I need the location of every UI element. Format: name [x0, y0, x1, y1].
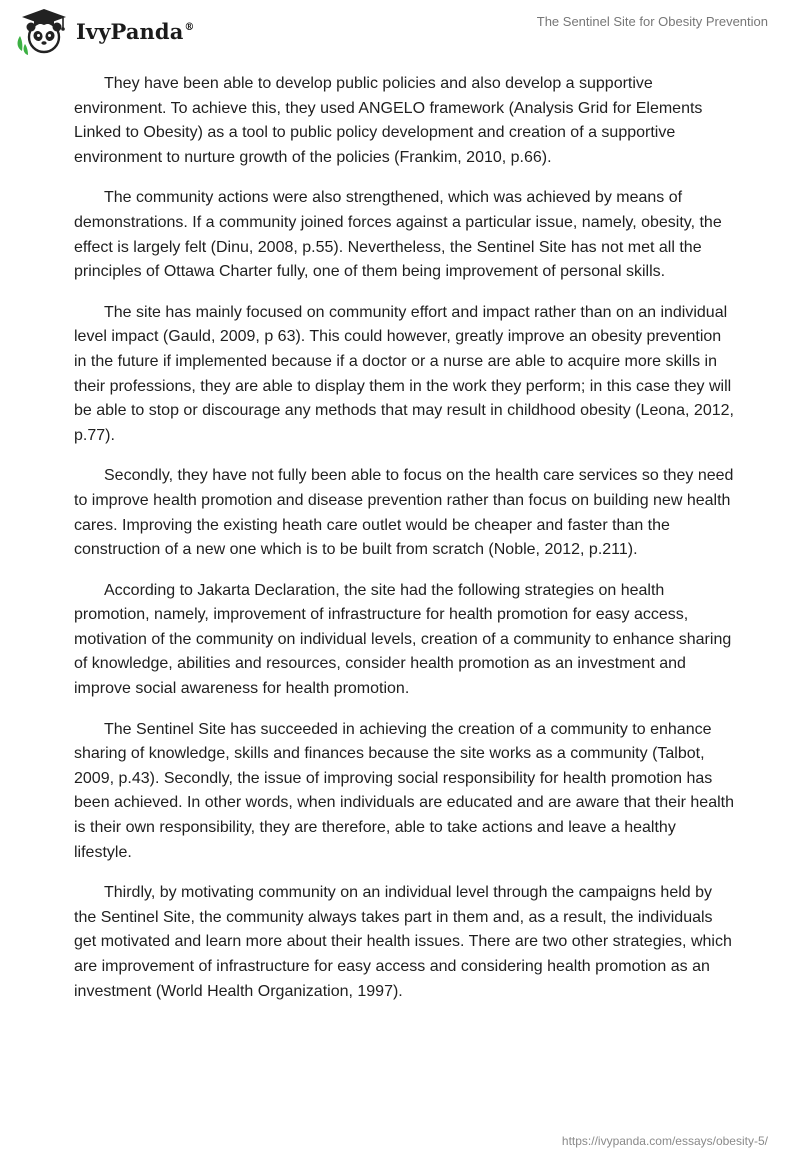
paragraph: The site has mainly focused on community effort and impact rather than on an individual level impact (Gauld, 2009, p 63). This could however, greatly improve an obesity prevention in the future if implemented because if a doctor or a nurse are able to acquire more skills in their professions, they are able to display them in the work they perform; in this case they will be able to stop or discourage any methods that may result in childhood obesity (Leona, 2012, p.77).	[74, 303, 734, 444]
page-header	[0, 0, 800, 60]
paragraph: The community actions were also strengthened, which was achieved by means of demonstrations. If a community joined forces against a particular issue, namely, obesity, the effect is largely felt (Dinu, 2008, p.55). Nevertheless, the Sentinel Site has not met all the principles of Ottawa Charter fully, one of them being improvement of personal skills.	[74, 189, 722, 281]
brand-name: IvyPanda®	[76, 18, 195, 44]
trademark-symbol: ®	[184, 21, 195, 33]
paragraph: The Sentinel Site has succeeded in achieving the creation of a community to enhance sharing of knowledge, skills and finances because the site works as a community (Talbot, 2009, p.43). Secondly, the issue of improving social responsibility for health promotion has been achieved. In other words, when individuals are educated and are aware that their health is their own responsibility, they are therefore, able to take actions and leave a healthy lifestyle.	[74, 720, 734, 861]
document-title: The Sentinel Site for Obesity Prevention	[536, 14, 768, 29]
paragraph: Thirdly, by motivating community on an individual level through the campaigns held by the Sentinel Site, the community always takes part in them and, as a result, the individuals get motivated and learn more about their health issues. There are two other strategies, which are improvement of infrastructure for easy access and considering health promotion as an investment (World Health Organization, 1997).	[74, 884, 732, 1000]
paragraph: According to Jakarta Declaration, the site had the following strategies on health promotion, namely, improvement of infrastructure for health promotion for easy access, motivation of the community on individual levels, creation of a community to enhance sharing of knowledge, abilities and resources, consider health promotion as an investment and improve social awareness for health promotion.	[74, 581, 732, 698]
source-url[interactable]: https://ivypanda.com/essays/obesity-5/	[561, 1134, 768, 1148]
paragraph: They have been able to develop public policies and also develop a supportive environment. To achieve this, they used ANGELO framework (Analysis Grid for Elements Linked to Obesity) as a tool to public policy development and creation of a supportive environment to nurture growth of the policies (Frankim, 2010, p.66).	[74, 75, 703, 166]
essay-body	[74, 72, 734, 1020]
ivypanda-logo[interactable]	[14, 6, 195, 56]
paragraph: Secondly, they have not fully been able to focus on the health care services so they need to improve health promotion and disease prevention rather than focus on building new health cares. Improving the existing heath care outlet would be cheaper and faster than the construction of a new one which is to be built from scratch (Noble, 2012, p.211).	[74, 467, 734, 559]
panda-graduation-cap-icon	[14, 6, 70, 56]
